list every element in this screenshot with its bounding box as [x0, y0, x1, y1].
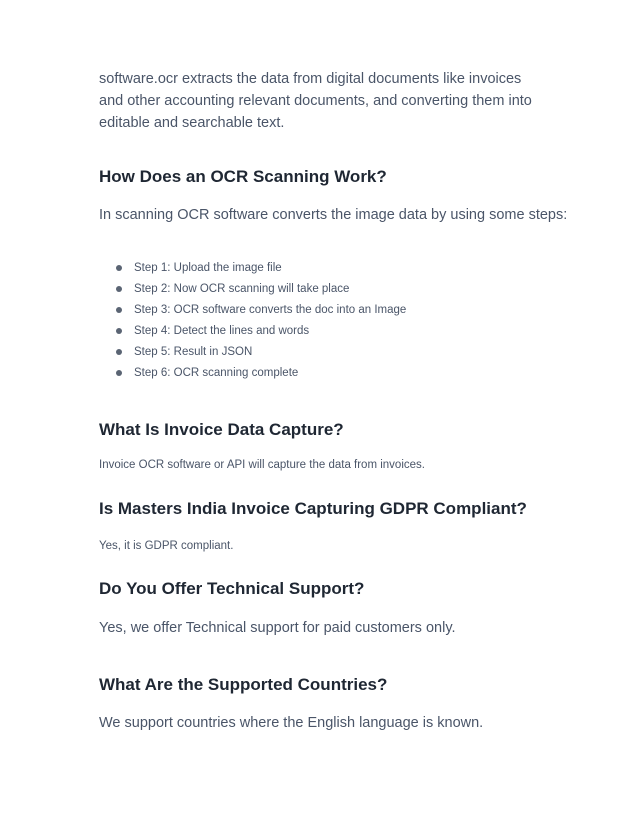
step-text: Step 2: Now OCR scanning will take place	[134, 283, 350, 295]
list-item	[99, 281, 406, 302]
bullet-icon	[116, 286, 122, 292]
invoice-data-capture-paragraph: Invoice OCR software or API will capture the data from invoices.	[99, 459, 425, 471]
heading-gdpr-compliant: Is Masters India Invoice Capturing GDPR Compliant?	[99, 499, 527, 518]
heading-invoice-data-capture: What Is Invoice Data Capture?	[99, 420, 344, 439]
list-item	[99, 302, 406, 323]
bullet-icon	[116, 265, 122, 271]
step-text: Step 4: Detect the lines and words	[134, 325, 310, 337]
bullet-icon	[116, 307, 122, 313]
steps-list	[99, 260, 406, 386]
intro-paragraph: software.ocr extracts the data from digital documents like invoices and other accounting relevant documents, and converting them into editable and searchable text.	[99, 71, 532, 131]
bullet-icon	[116, 328, 122, 334]
bullet-icon	[116, 349, 122, 355]
heading-technical-support: Do You Offer Technical Support?	[99, 579, 365, 598]
bullet-icon	[116, 370, 122, 376]
step-text: Step 1: Upload the image file	[134, 262, 282, 274]
list-item	[99, 260, 406, 281]
list-item	[99, 365, 406, 386]
step-text: Step 6: OCR scanning complete	[134, 367, 299, 379]
heading-supported-countries: What Are the Supported Countries?	[99, 675, 388, 694]
heading-ocr-scanning: How Does an OCR Scanning Work?	[99, 167, 387, 186]
gdpr-paragraph: Yes, it is GDPR compliant.	[99, 540, 234, 552]
step-text: Step 3: OCR software converts the doc into an Image	[134, 304, 407, 316]
list-item	[99, 344, 406, 365]
technical-support-paragraph: Yes, we offer Technical support for paid customers only.	[99, 620, 456, 636]
ocr-scanning-paragraph: In scanning OCR software converts the image data by using some steps:	[99, 207, 568, 223]
step-text: Step 5: Result in JSON	[134, 346, 253, 358]
list-item	[99, 323, 406, 344]
supported-countries-paragraph: We support countries where the English language is known.	[99, 715, 484, 731]
